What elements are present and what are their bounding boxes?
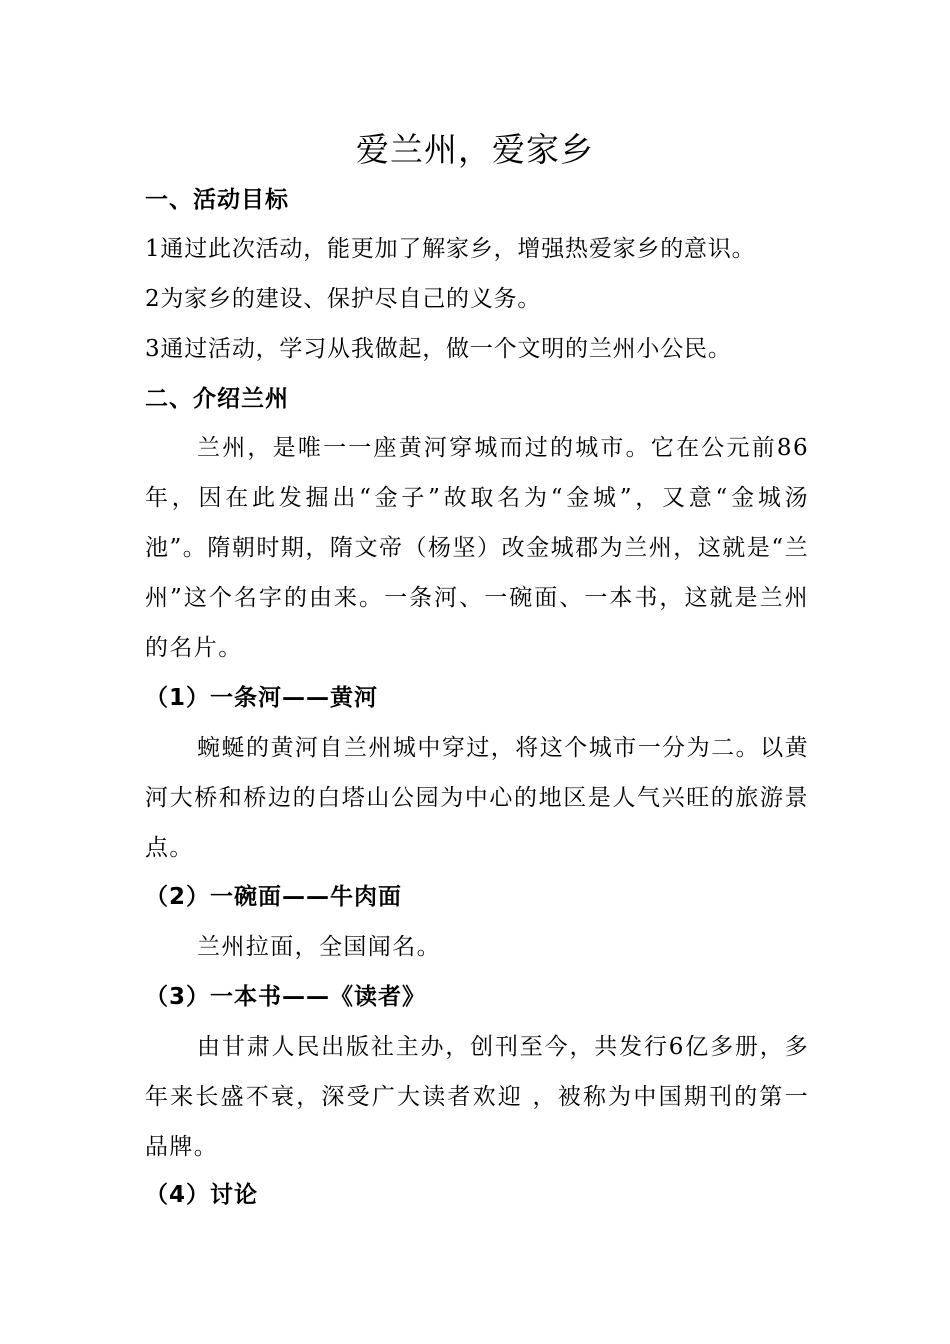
section-heading-intro: 二、介绍兰州: [145, 386, 289, 412]
river-paragraph: 蜿蜒的黄河自兰州城中穿过，将这个城市一分为二。以黄河大桥和桥边的白塔山公园为中心的地区是人气兴旺的旅游景点。: [145, 735, 809, 861]
book-paragraph: 由甘肃人民出版社主办，创刊至今，共发行6亿多册，多年来长盛不衰，深受广大读者欢迎 ，被称为中国期刊的第一品牌。: [145, 1034, 809, 1160]
goal-item-2: 2为家乡的建设、保护尽自己的义务。: [145, 286, 542, 312]
subheading-river: （1）一条河——黄河: [145, 685, 379, 711]
goal-item-3: 3通过活动，学习从我做起，做一个文明的兰州小公民。: [145, 336, 732, 362]
subheading-noodle: （2）一碗面——牛肉面: [145, 884, 403, 910]
noodle-paragraph: 兰州拉面，全国闻名。: [197, 934, 441, 960]
subheading-discussion: （4）讨论: [145, 1182, 259, 1208]
document-title: 爱兰州，爱家乡: [356, 130, 594, 169]
goal-item-1: 1通过此次活动，能更加了解家乡，增强热爱家乡的意识。: [145, 236, 756, 262]
intro-paragraph: 兰州，是唯一一座黄河穿城而过的城市。它在公元前86年，因在此发掘出“金子”故取名为“金城”，又意“金城汤池”。隋朝时期，隋文帝（杨坚）改金城郡为兰州，这就是“兰州”这个名字的由来。一条河、一碗面、一本书，这就是兰州的名片。: [145, 435, 809, 661]
section-heading-goals: 一、活动目标: [145, 187, 289, 213]
subheading-book: （3）一本书——《读者》: [145, 984, 427, 1010]
